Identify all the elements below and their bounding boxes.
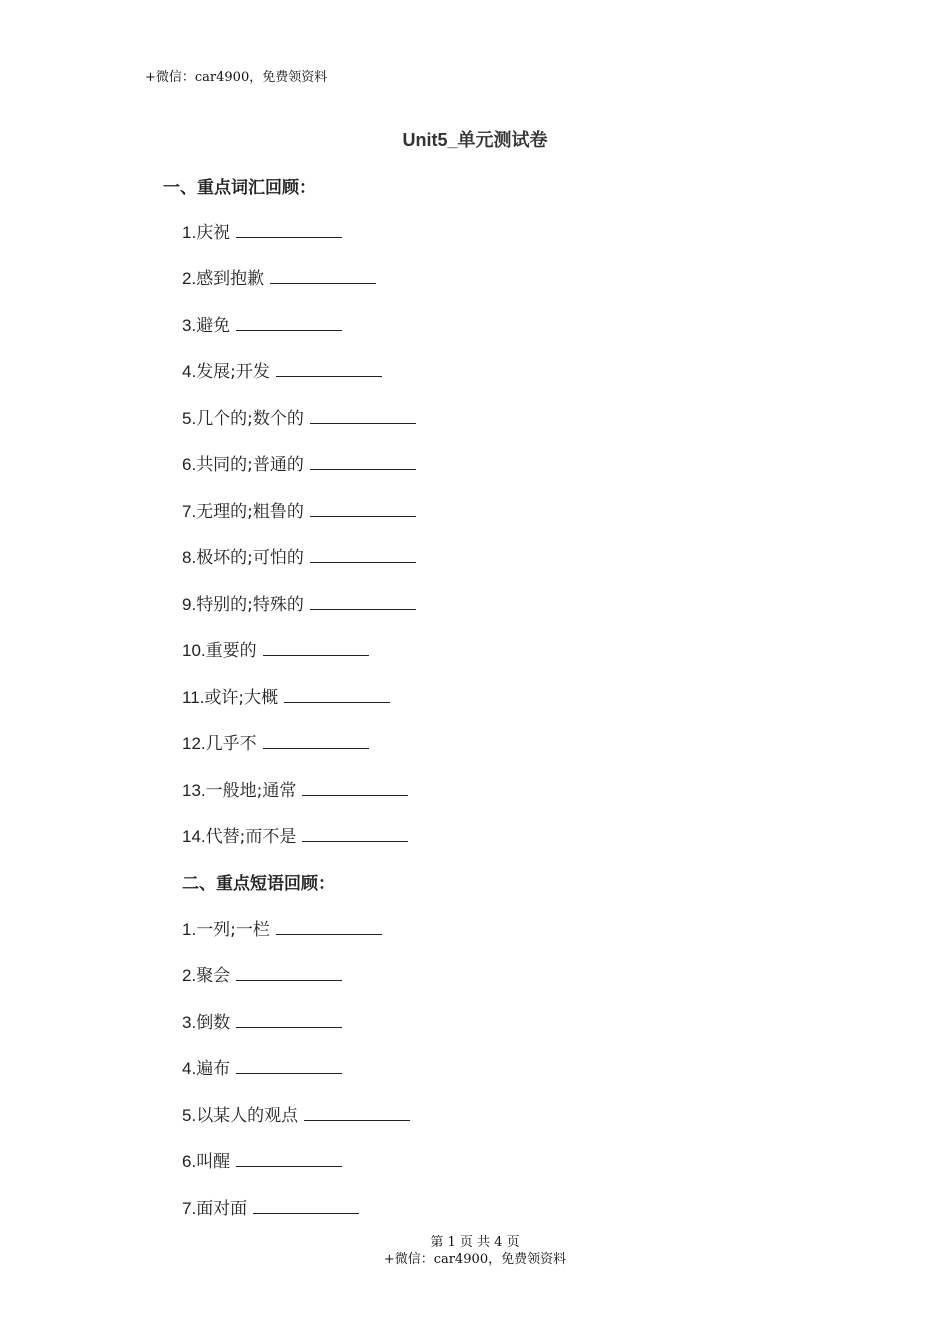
answer-blank[interactable] [310,453,416,470]
answer-blank[interactable] [236,221,342,238]
item-number: 2. [182,966,197,985]
vocab-item [182,590,416,615]
answer-blank[interactable] [276,918,382,935]
item-number: 12. [182,734,206,753]
item-number: 7. [182,1199,197,1218]
vocab-item [182,636,369,661]
footer-note: +微信：car4900，免费领资料 [383,1252,567,1267]
answer-blank[interactable] [310,500,416,517]
phrase-item [182,1008,342,1033]
answer-blank[interactable] [304,1104,410,1121]
answer-blank[interactable] [310,546,416,563]
item-text: 感到抱歉 [196,269,265,289]
item-text: 一般地;通常 [205,781,297,801]
phrase-item [182,1147,342,1172]
vocab-item [182,729,369,754]
item-text: 代替;而不是 [205,827,297,847]
phrase-item [182,1101,410,1126]
item-text: 极坏的;可怕的 [196,548,304,568]
item-number: 3. [182,316,197,335]
answer-blank[interactable] [236,314,342,331]
item-number: 4. [182,1059,197,1078]
header-note: +微信：car4900，免费领资料 [145,70,328,85]
item-number: 3. [182,1013,197,1032]
answer-blank[interactable] [263,732,369,749]
vocab-item [182,357,382,382]
item-text: 倒数 [196,1013,231,1033]
page-title: Unit5_单元测试卷 [402,130,548,150]
item-text: 聚会 [196,966,231,986]
item-text: 庆祝 [196,223,231,243]
item-number: 10. [182,641,206,660]
answer-blank[interactable] [263,639,369,656]
item-text: 遍布 [196,1059,231,1079]
vocab-item [182,264,376,289]
vocab-item [182,218,342,243]
answer-blank[interactable] [236,1150,342,1167]
item-number: 1. [182,223,197,242]
answer-blank[interactable] [236,964,342,981]
section-heading-vocabulary: 一、重点词汇回顾： [163,178,316,198]
item-number: 13. [182,781,206,800]
phrase-item [182,1194,359,1219]
item-text: 无理的;粗鲁的 [196,502,304,522]
answer-blank[interactable] [284,686,390,703]
item-text: 发展;开发 [196,362,270,382]
item-text: 共同的;普通的 [196,455,304,475]
answer-blank[interactable] [270,267,376,284]
item-number: 11. [182,688,205,707]
item-number: 2. [182,269,197,288]
vocab-item [182,404,416,429]
answer-blank[interactable] [310,407,416,424]
vocab-item [182,776,408,801]
phrase-item [182,915,382,940]
vocab-item [182,311,342,336]
item-text: 面对面 [196,1199,248,1219]
item-text: 几个的;数个的 [196,409,304,429]
item-number: 7. [182,502,197,521]
item-text: 避免 [196,316,231,336]
answer-blank[interactable] [302,825,408,842]
answer-blank[interactable] [253,1197,359,1214]
item-number: 6. [182,1152,197,1171]
item-number: 8. [182,548,197,567]
item-number: 4. [182,362,197,381]
vocab-item [182,543,416,568]
vocab-item [182,683,390,708]
item-text: 特别的;特殊的 [196,595,304,615]
item-text: 一列;一栏 [196,920,270,940]
item-number: 5. [182,409,197,428]
vocab-item [182,497,416,522]
item-number: 14. [182,827,206,846]
phrase-item [182,961,342,986]
vocab-item [182,822,408,847]
item-number: 9. [182,595,197,614]
item-number: 1. [182,920,197,939]
section-heading-phrases: 二、重点短语回顾： [182,874,335,894]
item-text: 或许;大概 [204,688,279,708]
item-number: 5. [182,1106,197,1125]
item-text: 叫醒 [196,1152,231,1172]
answer-blank[interactable] [236,1011,342,1028]
phrase-item [182,1054,342,1079]
answer-blank[interactable] [276,360,382,377]
item-text: 重要的 [205,641,257,661]
item-text: 几乎不 [205,734,257,754]
vocab-item [182,450,416,475]
item-text: 以某人的观点 [196,1106,299,1126]
answer-blank[interactable] [310,593,416,610]
page-number: 第 1 页 共 4 页 [430,1235,520,1250]
item-number: 6. [182,455,197,474]
answer-blank[interactable] [302,779,408,796]
answer-blank[interactable] [236,1057,342,1074]
